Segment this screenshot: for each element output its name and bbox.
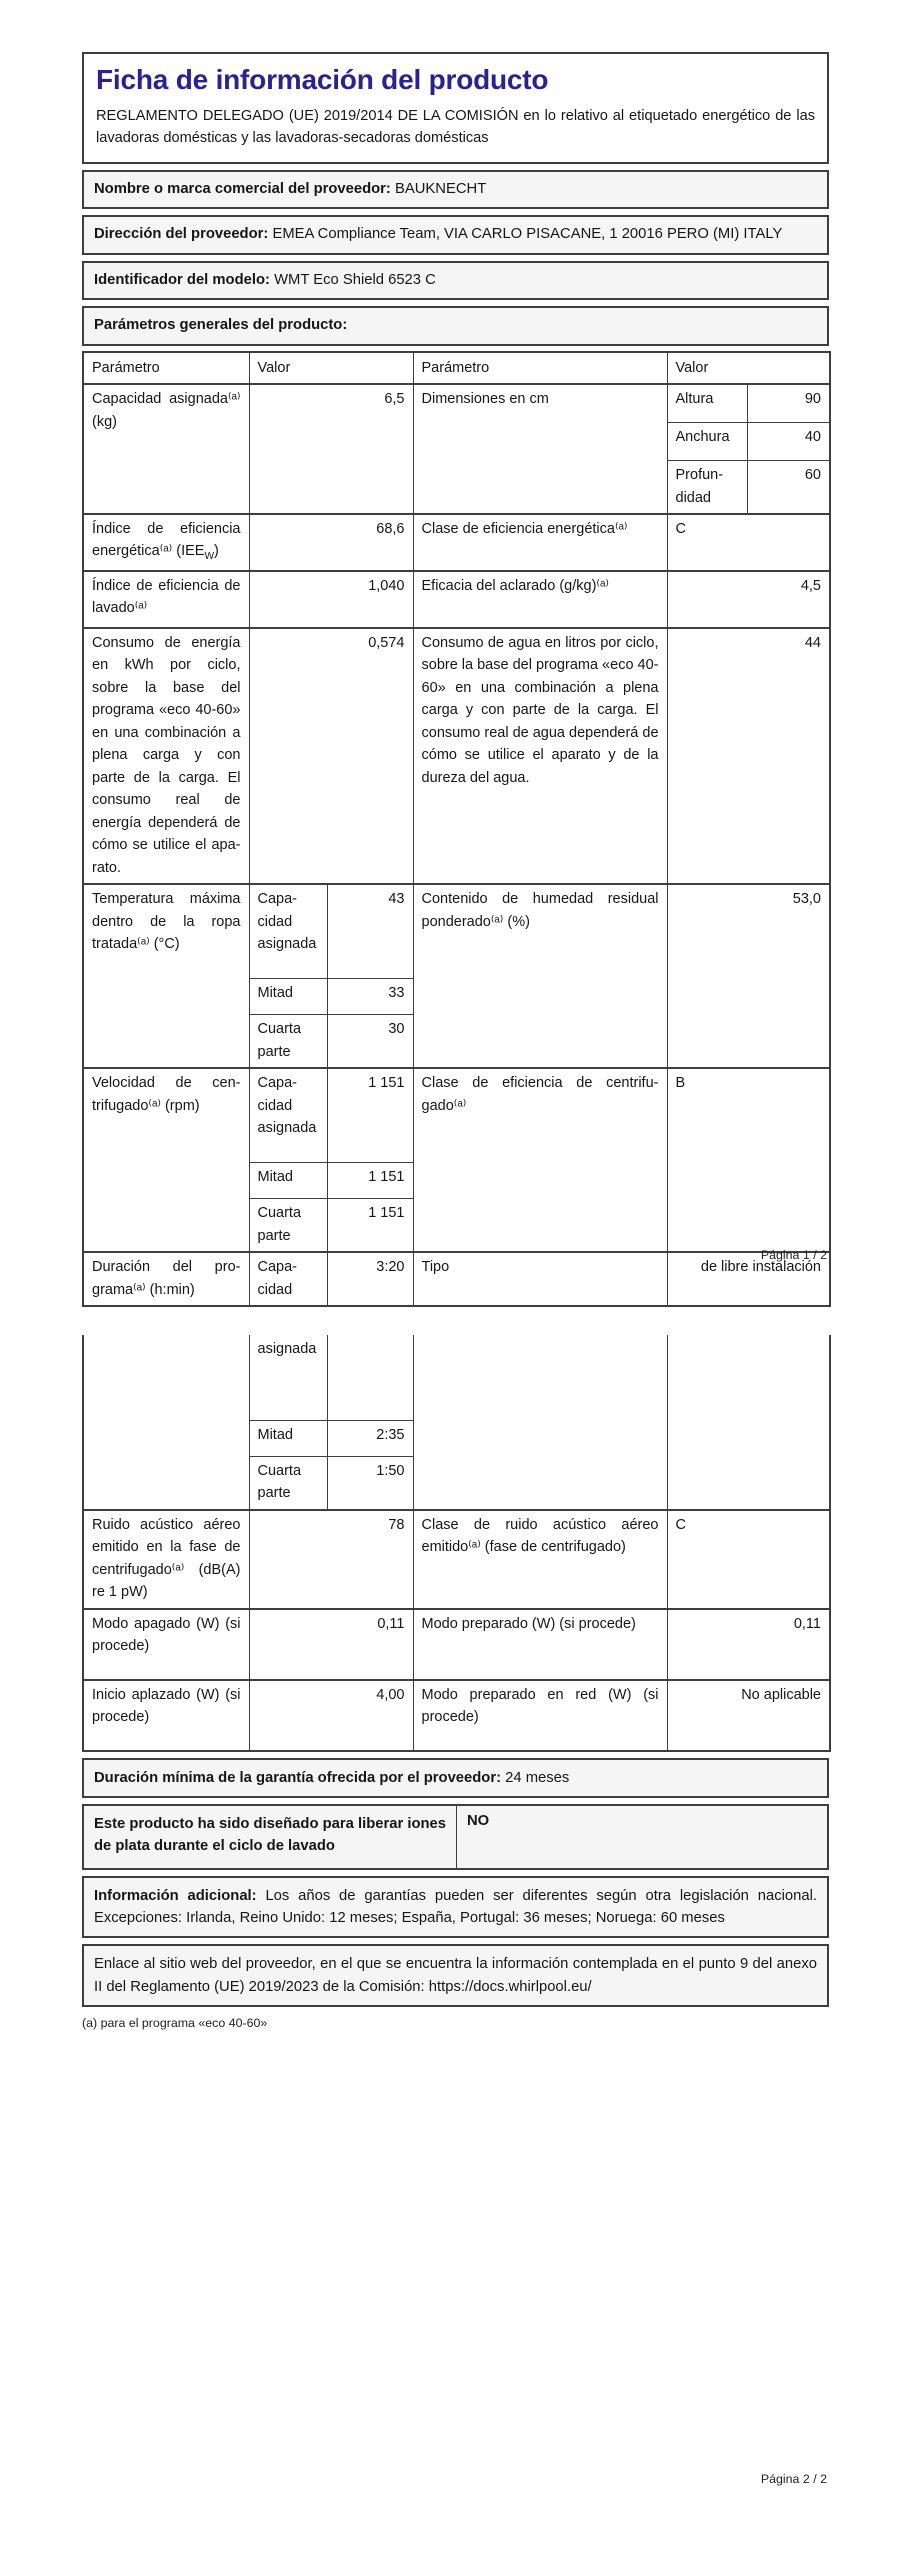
- row-energy-water-consumption: [83, 628, 830, 884]
- page-title: Ficha de información del producto: [96, 64, 549, 95]
- product-fiche-document: [82, 52, 829, 2486]
- eei-label: [83, 514, 249, 571]
- wash-index-label: Índice de eficiencia de lavado⁽ᵃ⁾: [83, 571, 249, 628]
- silver-ions-label: Este producto ha sido diseñado para liberar iones de plata durante el ciclo de lavado: [84, 1806, 457, 1868]
- spinspeed-rated-value: 1 151: [327, 1068, 413, 1163]
- supplier-address-value: EMEA Compliance Team, VIA CARLO PISACANE, 1 20016 PERO (MI) ITALY: [272, 226, 783, 243]
- spin-class-value: B: [667, 1068, 830, 1252]
- warranty-row: [82, 1758, 829, 1798]
- spinspeed-quarter-label: Cuarta parte: [249, 1199, 327, 1252]
- capacity-label: Capacidad asignada⁽ᵃ⁾ (kg): [83, 384, 249, 514]
- weblink-row: [82, 1944, 829, 2006]
- dimension-height-value: 90: [747, 384, 830, 423]
- type-value: de libre instalación: [667, 1252, 830, 1306]
- duration-rated-label-part2: asignada: [249, 1335, 327, 1421]
- parameters-table-page1: [82, 351, 831, 1307]
- duration-quarter-value: 1:50: [327, 1457, 413, 1510]
- duration-quarter-label: Cuarta parte: [249, 1457, 327, 1510]
- row-duration-continuation: [83, 1335, 830, 1421]
- supplier-name-value: BAUKNECHT: [395, 180, 487, 197]
- supplier-name-label: Nombre o marca comercial del proveedor:: [94, 180, 391, 197]
- additional-info-row: [82, 1876, 829, 1938]
- row-delayedstart-networkstandby: [83, 1680, 830, 1751]
- row-capacity-dimensions: [83, 384, 830, 423]
- dimension-height-label: Altura: [667, 384, 747, 423]
- additional-info-value: Los años de garantías pueden ser diferentes según otra legislación nacional. Excepciones: Irlanda, Reino Unido: 12 meses; España, Portugal: 36 meses; Noruega: 60 meses: [94, 1888, 817, 1927]
- model-identifier-label: Identificador del modelo:: [94, 271, 270, 288]
- maxtemp-rated-value: 43: [327, 884, 413, 979]
- energy-class-value: C: [667, 514, 830, 571]
- residual-humidity-label: Contenido de humedad residual ponderado⁽ᵃ⁾ (%): [413, 884, 667, 1068]
- model-identifier-value: WMT Eco Shield 6523 C: [274, 271, 436, 288]
- title-block: [82, 52, 829, 164]
- page2-content: [82, 1330, 829, 2030]
- capacity-value: 6,5: [249, 384, 413, 514]
- general-parameters-header: [82, 306, 829, 345]
- eei-value: 68,6: [249, 514, 413, 571]
- noise-class-value: C: [667, 1510, 830, 1609]
- weblink-label: Enlace al sitio web del proveedor, en el que se encuentra la información contemplada en el punto 9 del anexo II del Reglamento (UE) 2019/2023 de la Comisión:: [94, 1956, 817, 1995]
- duration-rated-value: 3:20: [327, 1252, 413, 1306]
- maxtemp-half-value: 33: [327, 979, 413, 1015]
- row-noise-noiseclass: [83, 1510, 830, 1609]
- standby-value: 0,11: [667, 1609, 830, 1680]
- networked-standby-value: No aplicable: [667, 1680, 830, 1751]
- eei-label-suffix: ): [214, 543, 219, 560]
- dimensions-label: Dimensiones en cm: [413, 384, 667, 514]
- dimension-depth-value: 60: [747, 461, 830, 514]
- noise-value: 78: [249, 1510, 413, 1609]
- duration-rated-label-part1: Capacidad: [249, 1252, 327, 1306]
- row-eei-energyclass: [83, 514, 830, 571]
- additional-info-label: Información adicional:: [94, 1888, 257, 1904]
- row-offmode-standby: [83, 1609, 830, 1680]
- row-washindex-rinse: [83, 571, 830, 628]
- program-duration-label: Duración del programa⁽ᵃ⁾ (h:min): [83, 1252, 249, 1306]
- off-mode-value: 0,11: [249, 1609, 413, 1680]
- noise-class-label: Clase de ruido acústico aéreo emitido⁽ᵃ⁾ (fase de centrifugado): [413, 1510, 667, 1609]
- duration-empty-value-cell: [327, 1335, 413, 1421]
- weblink-url[interactable]: https://docs.whirlpool.eu/: [428, 1978, 592, 1995]
- dimension-width-value: 40: [747, 423, 830, 461]
- column-header-param1: Parámetro: [83, 352, 249, 384]
- table-header-row: [83, 352, 830, 384]
- spinspeed-half-value: 1 151: [327, 1163, 413, 1199]
- maxtemp-half-label: Mitad: [249, 979, 327, 1015]
- standby-label: Modo preparado (W) (si procede): [413, 1609, 667, 1680]
- delayed-start-label: Inicio aplazado (W) (si procede): [83, 1680, 249, 1751]
- spin-class-label: Clase de eficiencia de centrifugado⁽ᵃ⁾: [413, 1068, 667, 1252]
- row-duration-type: [83, 1252, 830, 1306]
- supplier-address-label: Dirección del proveedor:: [94, 226, 269, 243]
- column-header-value1: Valor: [249, 352, 413, 384]
- delayed-start-value: 4,00: [249, 1680, 413, 1751]
- supplier-address-row: [82, 215, 829, 254]
- column-header-param2: Parámetro: [413, 352, 667, 384]
- maxtemp-quarter-label: Cuarta parte: [249, 1015, 327, 1068]
- networked-standby-label: Modo preparado en red (W) (si procede): [413, 1680, 667, 1751]
- parameters-table-page2: [82, 1335, 831, 1752]
- rinse-efficacy-value: 4,5: [667, 571, 830, 628]
- duration-half-value: 2:35: [327, 1421, 413, 1457]
- warranty-label: Duración mínima de la garantía ofrecida por el proveedor:: [94, 1769, 502, 1786]
- spinspeed-quarter-value: 1 151: [327, 1199, 413, 1252]
- warranty-value: 24 meses: [505, 1769, 570, 1786]
- silver-ions-row: [82, 1804, 829, 1870]
- duration-empty-value2-cell: [667, 1335, 830, 1510]
- duration-empty-param2-cell: [413, 1335, 667, 1510]
- silver-ions-value: NO: [467, 1813, 490, 1829]
- energy-consumption-value: 0,574: [249, 628, 413, 884]
- page2-footer: Página 2 / 2: [760, 2472, 827, 2486]
- page1-footer: Página 1 / 2: [760, 1248, 827, 1262]
- maxtemp-quarter-value: 30: [327, 1015, 413, 1068]
- row-spinspeed-spinclass: [83, 1068, 830, 1163]
- rinse-efficacy-label: Eficacia del aclarado (g/kg)⁽ᵃ⁾: [413, 571, 667, 628]
- energy-class-label: Clase de eficiencia energética⁽ᵃ⁾: [413, 514, 667, 571]
- water-consumption-value: 44: [667, 628, 830, 884]
- residual-humidity-value: 53,0: [667, 884, 830, 1068]
- dimension-depth-label: Profundidad: [667, 461, 747, 514]
- eei-label-prefix: Índice de eficiencia energética⁽ᵃ⁾ (IEE: [92, 521, 241, 560]
- maxtemp-rated-label: Capacidad asignada: [249, 884, 327, 979]
- duration-empty-param-cell: [83, 1335, 249, 1510]
- wash-index-value: 1,040: [249, 571, 413, 628]
- supplier-name-row: [82, 170, 829, 209]
- footnote-a: (a) para el programa «eco 40-60»: [82, 2015, 268, 2030]
- water-consumption-label: Consumo de agua en litros por ciclo, sobre la base del programa «eco 40-60» en una combinación a plena carga y con parte de la carga. El consumo real de agua dependerá de cómo se utilice el aparato y de la dureza del agua.: [413, 628, 667, 884]
- max-temperature-label: Temperatura máxima dentro de la ropa tratada⁽ᵃ⁾ (°C): [83, 884, 249, 1068]
- general-parameters-title: Parámetros generales del producto:: [94, 317, 348, 334]
- noise-label: Ruido acústico aéreo emitido en la fase de centrifugado⁽ᵃ⁾ (dB(A) re 1 pW): [83, 1510, 249, 1609]
- row-maxtemp-humidity: [83, 884, 830, 979]
- energy-consumption-label: Consumo de energía en kWh por ciclo, sobre la base del programa «eco 40-60» en una combinación a plena carga y con parte de la carga. El consumo real de energía dependerá de cómo se utilice el aparato.: [83, 628, 249, 884]
- model-identifier-row: [82, 261, 829, 300]
- spinspeed-rated-label: Capacidad asignada: [249, 1068, 327, 1163]
- dimension-width-label: Anchura: [667, 423, 747, 461]
- off-mode-label: Modo apagado (W) (si procede): [83, 1609, 249, 1680]
- spin-speed-label: Velocidad de centrifugado⁽ᵃ⁾ (rpm): [83, 1068, 249, 1252]
- eei-label-subscript: W: [204, 551, 215, 563]
- duration-half-label: Mitad: [249, 1421, 327, 1457]
- column-header-value2: Valor: [667, 352, 830, 384]
- regulation-text: REGLAMENTO DELEGADO (UE) 2019/2014 DE LA COMISIÓN en lo relativo al etiquetado energético de las lavadoras domésticas y las lavadoras-secadoras domésticas: [96, 108, 815, 146]
- spinspeed-half-label: Mitad: [249, 1163, 327, 1199]
- type-label: Tipo: [413, 1252, 667, 1306]
